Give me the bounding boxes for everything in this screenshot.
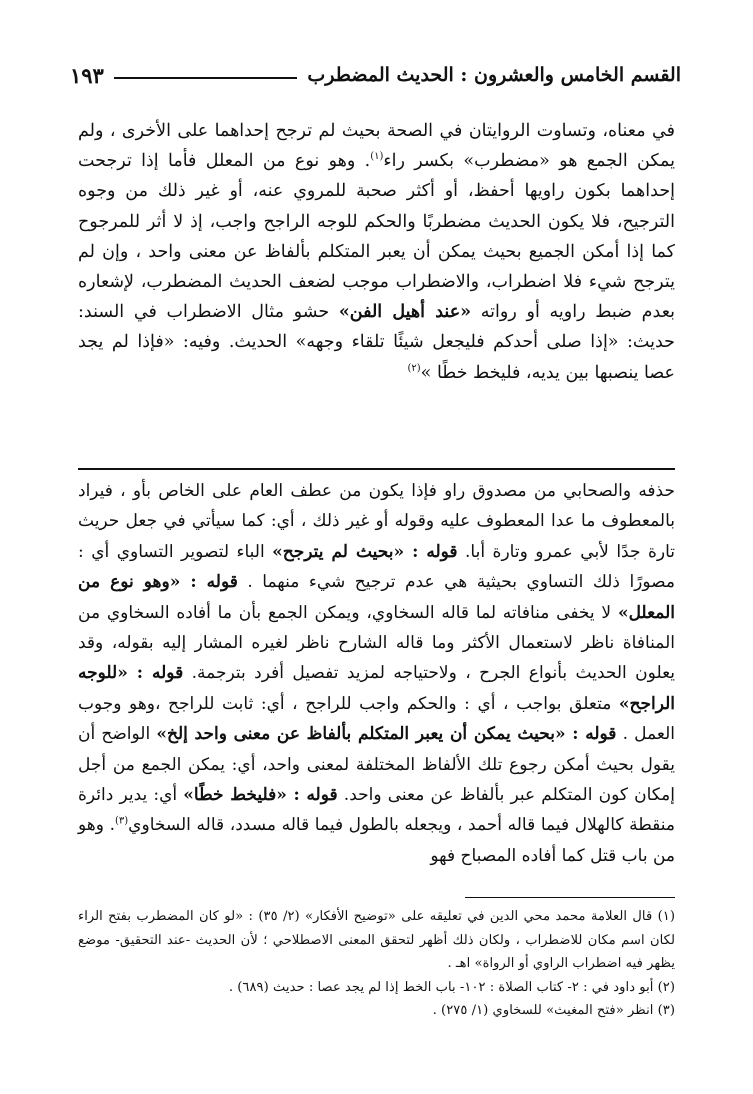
- footnotes: [78, 905, 675, 1023]
- commentary-divider: [78, 468, 675, 470]
- chapter-title: القسم الخامس والعشرون : الحديث المضطرب: [307, 64, 681, 86]
- page-number: ١٩٣: [70, 62, 104, 88]
- commentary-part: متعلق بواجب ، أي : والحكم واجب للراجح ، أي: ثابت للراجح ،وهو وجوب العمل .: [78, 693, 675, 745]
- header-rule: [114, 77, 298, 79]
- main-text: [78, 116, 675, 388]
- main-paragraph: [78, 116, 675, 388]
- footnote-1: (١) قال العلامة محمد محي الدين في تعليقه على «توضيح الأفكار» (٢/ ٣٥) : «لو كان المضطرب بفتح الراء لكان اسم مكان للاضطراب ، ولكان ذلك أظهر لتحقق المعنى الاصطلاحي ؛ لأن الحديث -عند التحقيق- موضع يظهر فيه اضطراب الراوي أو الرواة» اهـ .: [78, 909, 675, 971]
- footnote-divider: [465, 897, 675, 898]
- commentary-text: [78, 476, 675, 871]
- commentary-heading: قوله : «فليخط خطًا»: [183, 785, 338, 806]
- commentary-paragraph: [78, 476, 675, 871]
- commentary-heading: قوله : «وهو نوع من المعلل»: [78, 572, 675, 623]
- footnote-ref-2: (٢): [407, 362, 421, 374]
- commentary-part: . وهو من باب قتل كما أفاده المصباح فهو: [78, 815, 675, 866]
- bold-quote: «عند أهيل الفن»: [338, 302, 472, 323]
- footnote-3: (٣) انظر «فتح المغيث» للسخاوي (١/ ٢٧٥) .: [432, 1003, 675, 1018]
- commentary-part: الباء لتصوير التساوي أي : مصورًا ذلك التساوي بحيثية هي عدم ترجيح شيء منهما .: [78, 541, 676, 593]
- main-text-part: حشو مثال الاضطراب في السند: حديث: «إذا صلى أحدكم فليجعل شيئًا تلقاء وجهه» الحديث. وفيه: «فإذا لم يجد عصا ينصبها بين يديه، فليخط خطًا »: [78, 302, 675, 383]
- commentary-heading: قوله : «بحيث يمكن أن يعبر المتكلم بألفاظ عن معنى واحد إلخ»: [156, 724, 617, 745]
- commentary-part: لا يخفى منافاته لما قاله السخاوي، ويمكن الجمع بأن ما أفاده السخاوي من المنافاة ناظر لاستعمال الأكثر وما قاله الشارح ناظر لغيره المشار إليه بقوله، وقد يعلون الحديث بأنواع الجرح ، ولاحتياجه لمزيد تفصيل أفرد بترجمة.: [78, 602, 676, 684]
- footnote-2: (٢) أبو داود في : ٢- كتاب الصلاة : ١٠٢- باب الخط إذا لم يجد عصا : حديث (٦٨٩) .: [228, 979, 675, 995]
- main-text-part: في معناه، وتساوت الروايتان في الصحة بحيث لم ترجح إحداهما على الأخرى ، ولم يمكن الجمع هو «مضطرب» بكسر راء: [78, 121, 675, 172]
- commentary-part: أي: يدير دائرة منقطة كالهلال فيما قاله أحمد ، ويجعله بالطول فيما قاله مسدد، قاله السخاوي: [78, 785, 676, 836]
- footnote-ref-1: (١): [370, 151, 384, 163]
- main-text-part: . وهو نوع من المعلل فأما إذا ترجحت إحداهما بكون راويها أحفظ، أو أكثر صحبة للمروي عنه، أو غير ذلك من وجوه الترجيح، فلا يكون الحديث مضطربًا والحكم للوجه الراجح واجب، إذ لا أثر للمرجوح كما إذا أمكن الجميع بحيث يمكن أن يعبر المتكلم بألفاظ عن معنى واحد ، وإن لم يترجح شيء فلا اضطراب، والاضطراب موجب لضعف الحديث المضطرب، لإشعاره بعدم ضبط راويه أو رواته: [78, 151, 676, 323]
- commentary-heading: قوله : «للوجه الراجح»: [78, 663, 675, 714]
- footnote-ref-3: (٣): [114, 815, 129, 827]
- commentary-part: حذفه والصحابي من مصدوق راو فإذا يكون من عطف العام على الخاص بأو ، فيراد بالمعطوف ما عدا المعطوف عليه وقوله أو غير ذلك ، أي: كما سيأتي في جعل حريث تارة جدًا لأبي عمرو وتارة أبا.: [78, 481, 675, 562]
- commentary-part: الواضح أن يقول بحيث أمكن رجوع تلك الألفاظ المختلفة لمعنى واحد، أي: يمكن الجمع من أجل إمكان كون المتكلم عبر بألفاظ عن معنى واحد.: [78, 724, 675, 806]
- running-header: [70, 58, 681, 92]
- commentary-heading: قوله : «بحيث لم يترجح»: [272, 541, 458, 562]
